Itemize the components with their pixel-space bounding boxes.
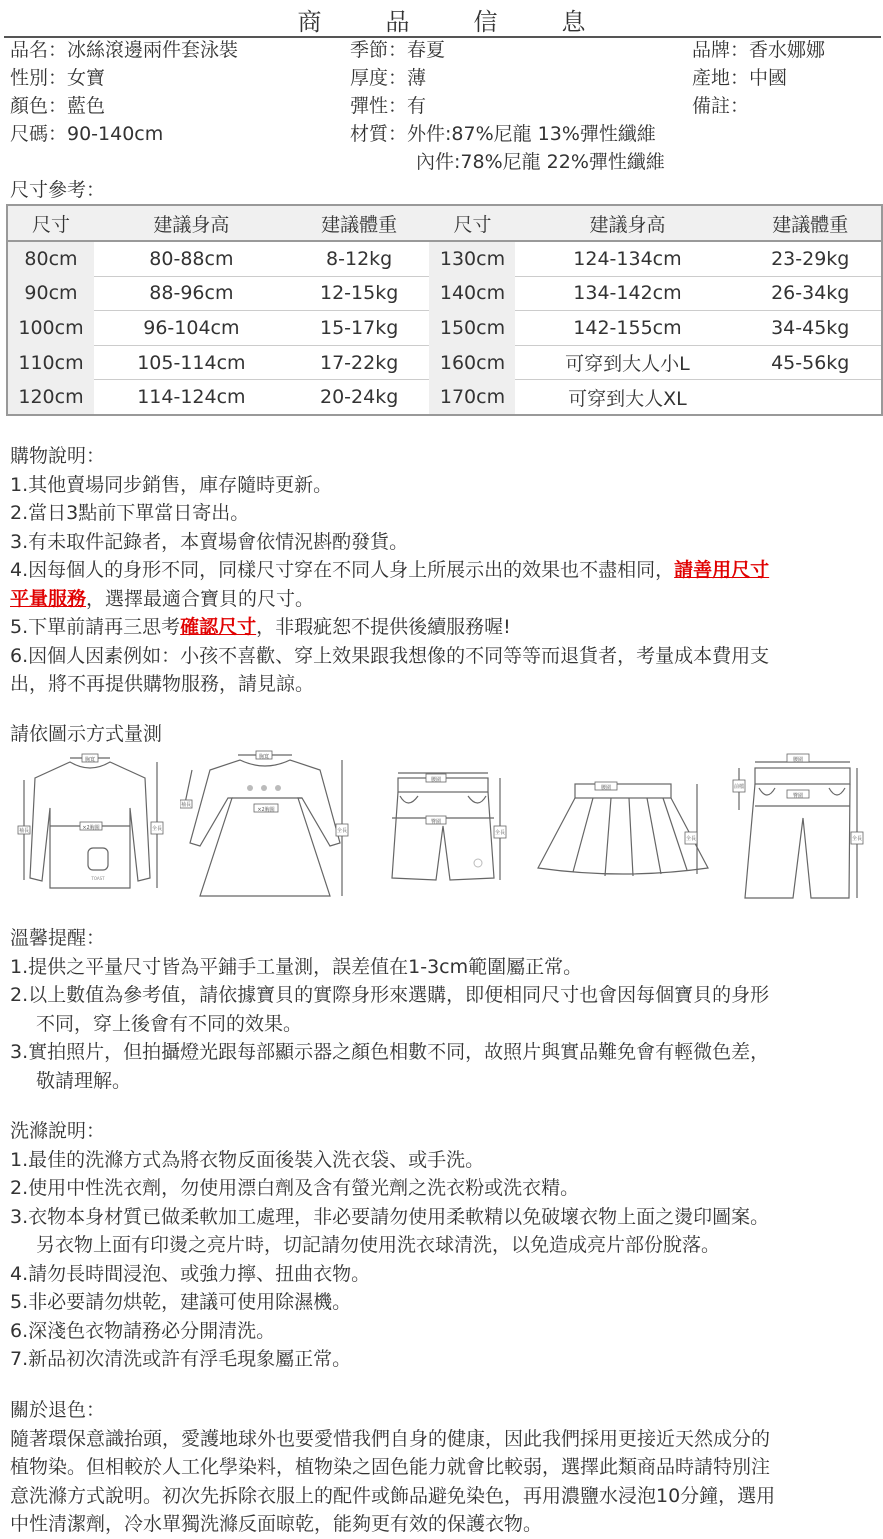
table-cell: 26-34kg bbox=[739, 276, 882, 311]
shopping-line: 1.其他賣場同步銷售，庫存隨時更新。 bbox=[10, 473, 333, 496]
dress-diagram bbox=[180, 748, 355, 903]
washing-heading: 洗滌說明： bbox=[10, 1120, 106, 1142]
fading-heading: 關於退色： bbox=[10, 1399, 106, 1421]
shopping-line: 6.因個人因素例如：小孩不喜歡、穿上效果跟我想像的不同等等而退貨者，考量成本費用支 bbox=[10, 644, 770, 667]
info-color: 顏色：藍色 bbox=[10, 95, 106, 117]
table-cell: 8-12kg bbox=[289, 241, 430, 276]
table-cell: 45-56kg bbox=[739, 345, 882, 380]
pants-diagram bbox=[725, 748, 873, 903]
table-row bbox=[7, 311, 882, 346]
table-cell: 150cm bbox=[429, 311, 515, 346]
waist-label: 腰圍 bbox=[792, 757, 804, 763]
table-cell: 17-22kg bbox=[289, 345, 430, 380]
table-cell: 140cm bbox=[429, 276, 515, 311]
table-cell: 114-124cm bbox=[137, 386, 246, 409]
header-cell: 建議身高 bbox=[94, 205, 289, 241]
info-elastic: 彈性：有 bbox=[350, 95, 427, 117]
table-cell: 124-134cm bbox=[515, 241, 739, 276]
sun-icon bbox=[474, 859, 482, 867]
table-cell: 80-88cm bbox=[94, 241, 289, 276]
text-span: 5.下單前請再三思考 bbox=[10, 616, 181, 638]
shopping-line bbox=[10, 585, 769, 614]
table-cell: 20-24kg bbox=[319, 386, 399, 409]
table-cell: 15-17kg bbox=[289, 311, 430, 346]
table-cell: 130cm bbox=[429, 241, 515, 276]
table-cell: 110cm bbox=[7, 345, 94, 380]
text-span: ，選擇最適合寶貝的尺寸。 bbox=[86, 587, 315, 610]
length-label: 全長 bbox=[151, 826, 163, 832]
chest-label: 胸寬 bbox=[84, 757, 96, 763]
hip-label: 臀圍 bbox=[430, 819, 442, 825]
table-cell: 23-29kg bbox=[739, 241, 882, 276]
width-label: ×2胸圍 bbox=[257, 807, 275, 813]
shopping-line: 出，將不再提供購物服務，請見諒。 bbox=[10, 673, 315, 695]
chest-label: 胸寬 bbox=[258, 754, 270, 760]
header-cell: 尺寸 bbox=[429, 205, 515, 241]
header-cell: 建議身高 bbox=[515, 205, 739, 241]
table-cell: 120cm bbox=[7, 380, 94, 415]
reminder-section bbox=[10, 924, 769, 1095]
header-cell: 建議體重 bbox=[739, 205, 882, 241]
length-label: 全長 bbox=[851, 836, 863, 842]
width-label: ×2胸圍 bbox=[82, 825, 100, 831]
sleeve-label: 袖長 bbox=[18, 828, 30, 834]
heart-icon bbox=[247, 785, 281, 791]
info-origin: 產地：中國 bbox=[692, 67, 788, 89]
info-season: 季節：春夏 bbox=[350, 39, 446, 61]
info-material-outer: 材質：外件:87%尼龍 13%彈性纖維 bbox=[350, 123, 656, 145]
table-cell: 可穿到大人XL bbox=[568, 387, 687, 410]
shopping-heading: 購物說明： bbox=[10, 445, 106, 467]
table-row bbox=[7, 241, 882, 276]
reminder-line: 3.實拍照片，但拍攝燈光跟每部顯示器之顏色相數不同，故照片與實品難免會有輕微色差， bbox=[10, 1041, 770, 1063]
washing-line: 另衣物上面有印燙之亮片時，切記請勿使用洗衣球清洗，以免造成亮片部份脫落。 bbox=[36, 1234, 721, 1256]
info-material-inner: 內件:78%尼龍 22%彈性纖維 bbox=[416, 151, 665, 173]
info-column-left bbox=[10, 36, 238, 148]
info-thickness: 厚度：薄 bbox=[350, 67, 427, 89]
table-cell: 160cm bbox=[429, 345, 515, 380]
shopping-line: 3.有未取件記錄者，本賣場會依情況斟酌發貨。 bbox=[10, 530, 409, 553]
table-cell: 134-142cm bbox=[515, 276, 739, 311]
length-label: 全長 bbox=[685, 836, 697, 842]
highlight-text: 請善用尺寸 bbox=[674, 559, 770, 581]
table-cell bbox=[739, 380, 882, 415]
table-cell: 34-45kg bbox=[739, 311, 882, 346]
table-cell: 170cm bbox=[429, 380, 515, 415]
reminder-heading: 溫馨提醒： bbox=[10, 927, 106, 949]
highlight-text: 確認尺寸 bbox=[180, 616, 257, 638]
reminder-line: 不同，穿上後會有不同的效果。 bbox=[36, 1012, 303, 1035]
waist-label: 腰圍 bbox=[430, 777, 442, 783]
table-cell: 可穿到大人小L bbox=[515, 345, 739, 380]
size-reference-label: 尺寸參考： bbox=[10, 179, 106, 201]
washing-line: 4.請勿長時間浸泡、或強力擰、扭曲衣物。 bbox=[10, 1262, 371, 1285]
text-span: ，非瑕疵恕不提供後續服務喔! bbox=[256, 616, 511, 638]
hip-label: 臀圍 bbox=[792, 793, 804, 799]
info-column-middle bbox=[350, 36, 665, 176]
washing-line: 2.使用中性洗衣劑，勿使用漂白劑及含有螢光劑之洗衣粉或洗衣精。 bbox=[10, 1177, 580, 1199]
washing-line: 3.衣物本身材質已做柔軟加工處理，非必要請勿使用柔軟精以免破壞衣物上面之燙印圖案。 bbox=[10, 1205, 770, 1228]
washing-line: 6.深淺色衣物請務必分開清洗。 bbox=[10, 1319, 276, 1342]
table-cell: 105-114cm bbox=[94, 345, 289, 380]
washing-line: 1.最佳的洗滌方式為將衣物反面後裝入洗衣袋、或手洗。 bbox=[10, 1148, 485, 1171]
table-row bbox=[7, 276, 882, 311]
shorts-diagram bbox=[378, 748, 513, 903]
info-name: 品名：冰絲滾邊兩件套泳裝 bbox=[10, 39, 239, 61]
info-column-right bbox=[692, 36, 825, 120]
table-cell: 142-155cm bbox=[515, 311, 739, 346]
waist-label: 腰圍 bbox=[600, 785, 612, 791]
reminder-line: 敬請理解。 bbox=[36, 1069, 132, 1092]
table-row bbox=[7, 345, 882, 380]
front-rise-label: 前檔 bbox=[733, 784, 745, 790]
measure-heading: 請依圖示方式量測 bbox=[10, 723, 163, 745]
fading-section bbox=[10, 1396, 775, 1539]
highlight-text: 平量服務 bbox=[10, 587, 87, 610]
info-note: 備註： bbox=[692, 95, 750, 117]
table-cell: 88-96cm bbox=[94, 276, 289, 311]
tshirt-diagram bbox=[10, 748, 170, 903]
shopping-line bbox=[10, 613, 769, 642]
length-label: 全長 bbox=[336, 828, 348, 834]
table-row bbox=[7, 380, 882, 415]
sleeve-label: 袖長 bbox=[180, 802, 192, 808]
info-gender: 性別：女寶 bbox=[10, 67, 106, 89]
fading-line: 植物染。但相較於人工化學染料，植物染之固色能力就會比較弱，選擇此類商品時請特別注 bbox=[10, 1456, 771, 1478]
table-cell: 80cm bbox=[7, 241, 94, 276]
length-label: 全長 bbox=[494, 830, 506, 836]
reminder-line: 2.以上數值為參考值，請依據寶貝的實際身形來選購，即便相同尺寸也會因每個寶貝的身形 bbox=[10, 984, 770, 1006]
table-cell: 100cm bbox=[7, 311, 94, 346]
reminder-line: 1.提供之平量尺寸皆為平鋪手工量測，誤差值在1-3cm範圍屬正常。 bbox=[10, 955, 583, 978]
table-cell: 96-104cm bbox=[94, 311, 289, 346]
page-title: 商品信息 bbox=[297, 8, 650, 36]
table-cell: 90cm bbox=[7, 276, 94, 311]
shopping-line: 2.當日3點前下單當日寄出。 bbox=[10, 502, 250, 524]
toast-label: TOAST bbox=[91, 876, 105, 881]
fading-line: 意洗滌方式說明。初次先拆除衣服上的配件或飾品避免染色，再用濃鹽水浸泡10分鐘，選用 bbox=[10, 1484, 776, 1507]
header-cell: 尺寸 bbox=[7, 205, 94, 241]
shopping-line bbox=[10, 556, 769, 585]
washing-section bbox=[10, 1117, 769, 1374]
size-table bbox=[6, 204, 883, 416]
fading-line: 中性清潔劑，冷水單獨洗滌反面晾乾，能夠更有效的保護衣物。 bbox=[10, 1513, 543, 1535]
fading-line: 隨著環保意識抬頭，愛護地球外也要愛惜我們自身的健康，因此我們採用更接近天然成分的 bbox=[10, 1427, 771, 1450]
info-size: 尺碼：90-140cm bbox=[10, 123, 164, 145]
info-brand: 品牌：香水娜娜 bbox=[692, 39, 826, 61]
text-span: 4.因每個人的身形不同，同樣尺寸穿在不同人身上所展示出的效果也不盡相同， bbox=[10, 559, 675, 581]
washing-line: 5.非必要請勿烘乾，建議可使用除濕機。 bbox=[10, 1291, 352, 1313]
size-table-header bbox=[7, 205, 882, 241]
header-cell: 建議體重 bbox=[289, 205, 430, 241]
table-cell: 12-15kg bbox=[289, 276, 430, 311]
washing-line: 7.新品初次清洗或許有浮毛現象屬正常。 bbox=[10, 1348, 352, 1370]
skirt-diagram bbox=[533, 748, 713, 903]
shopping-section bbox=[10, 442, 769, 699]
